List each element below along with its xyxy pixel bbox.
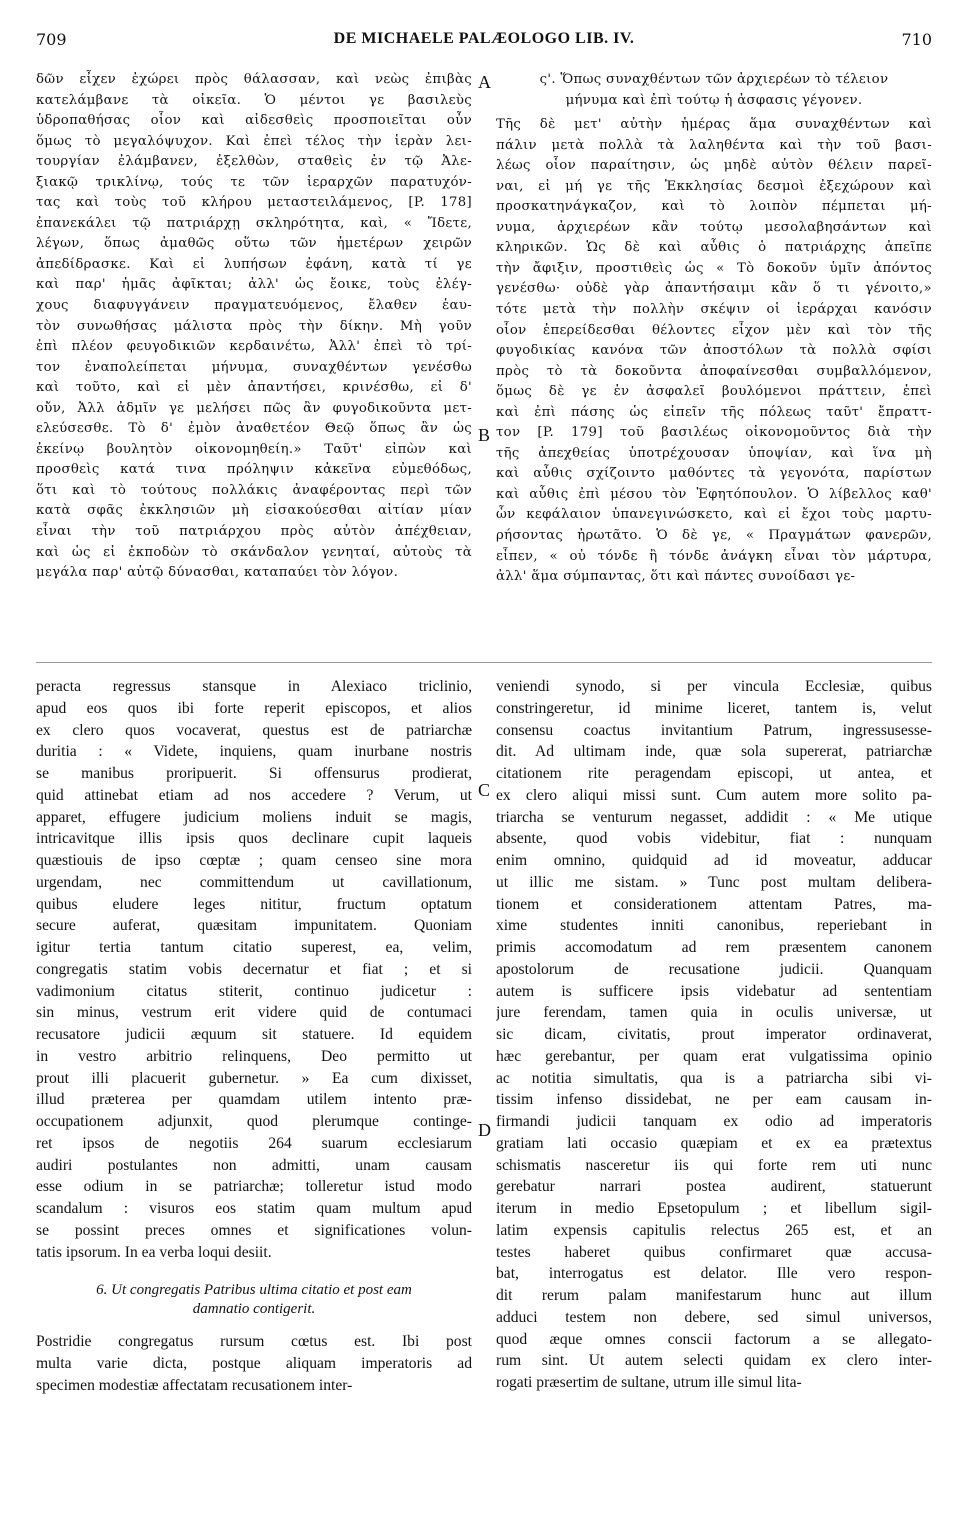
text-line: Postridie congregatus rursum cœtus est. Ibi post: [36, 1333, 472, 1351]
text-line: esse odium in se patriarchæ; tolleretur istud modo: [36, 1178, 472, 1196]
text-line: autem is sufficere ipsis videbatur ad sententiam: [496, 982, 932, 1000]
text-line: peracta regressus stansque in Alexiaco triclinio,: [36, 678, 472, 695]
text-line: secure auferat, quæsitam impunitatem. Quoniam: [36, 917, 472, 935]
text-line: jure ferendam, tamen quia in oculis universæ, ut: [496, 1004, 932, 1022]
text-line: sic dicam, civitatis, prout imperator ordinaverat,: [496, 1026, 932, 1043]
text-line: ἐπανεκάλει τῷ πατριάρχῃ σκληρότητα, καὶ, « Ἴδετε,: [36, 215, 472, 231]
text-line: ὧν κεφάλαιον ὑπανεγινώσκετο, καὶ εἰ ἔχοι τοὺς μαρτυ-: [496, 507, 932, 523]
latin-left-tail: [36, 1331, 472, 1396]
text-line: hæc gerebantur, per quam erat vulgatissima opinio: [496, 1047, 932, 1065]
text-line: tissim infenso dissidebat, ne per eam causam in-: [496, 1091, 932, 1109]
running-title: DE MICHAELE PALÆOLOGO LIB. IV.: [333, 30, 635, 47]
text-line: καὶ τοῦτο, καὶ εἰ μὲν ἀπαντήσει, κρινέσθω, εἰ δ': [36, 380, 472, 396]
text-line: ὑδροπαθήσας οἷον καὶ αἰδεσθεὶς προσποιεῖται οὖν: [36, 113, 472, 129]
margin-marker-a: A: [478, 72, 491, 92]
text-line: citationem rite peragendam episcopi, ut antea, et: [496, 765, 932, 782]
text-line: λέγων, ὅπως ἀμαθῶς οὕτω τῶν ἡμετέρων χειρῶν: [36, 236, 472, 252]
text-line: ἀπεδίδρασκε. Καὶ εἰ λυπήσων ἐφάνη, κατὰ τί γε: [36, 256, 472, 272]
text-line: quid attinebat etiam ad nos accedere ? Verum, ut: [36, 786, 472, 804]
text-line: ut illic me sistam. » Tunc post multam delibera-: [496, 873, 932, 891]
text-line: specimen modestiæ affectatam recusationem inter-: [36, 1376, 353, 1394]
text-line: ρήσοντας ἠρωτᾶτο. Ὁ δὲ γε, « Πραγμάτων φανερῶν,: [496, 528, 932, 544]
section-heading-line: μήνυμα καὶ ἐπὶ τούτῳ ἡ ἀσφασις γέγονεν.: [565, 92, 863, 108]
text-line: firmandi judicii tanquam ex odio ad imperatoris: [496, 1113, 932, 1130]
text-line: igitur tertia tantum citatio superest, ea, velim,: [36, 939, 472, 956]
text-line: ελεύσεσθε. Τὸ δ' ἐμὸν ἀναθετέον Θεῷ ὅπως ἂν ὡς: [36, 421, 472, 437]
text-line: ὅμως τὸ μεγαλόψυχον. Καὶ ἐπεὶ τέλος τὴν ἱερὰν λει-: [36, 133, 472, 149]
text-line: πρὸς τὸ τὰ δοκοῦντα ἀποφαίνεσθαι συμβαλλόμενον,: [496, 363, 932, 379]
text-line: absente, quod vobis videbitur, fiat : nunquam: [496, 830, 932, 848]
text-line: tatis ipsorum. In ea verba loqui desiit.: [36, 1243, 272, 1261]
text-line: καὶ παρ' ἡμᾶς ἀφῖκται; ἀλλ' ὡς ἔοικε, τοὺς ἐλέγ-: [36, 277, 472, 293]
margin-marker-d: D: [478, 1120, 491, 1140]
latin-section-title: [36, 1281, 472, 1319]
text-line: triarcha se venturum negasset, addidit : « Me utique: [496, 808, 932, 826]
text-line: gratiam lati occasio quæpiam et ex ea prætextus: [496, 1134, 932, 1152]
margin-marker-c: C: [478, 780, 491, 800]
text-line: urgendam, nec committendum ut cavillationum,: [36, 873, 472, 891]
text-line: dit. Ad ultimam inde, quæ sola supererat, patriarchæ: [496, 743, 932, 761]
text-line: quibus eludere leges nititur, fructum optatum: [36, 895, 472, 913]
text-line: rogati præsertim de sultane, utrum ille simul lita-: [496, 1374, 802, 1391]
text-line: νυμα, ἀρχιερέων κἂν τούτῳ μεσολαβησάντων καὶ: [496, 219, 932, 235]
text-line: apud eos quos ibi forte reperit episcopos, et alios: [36, 699, 472, 717]
text-line: ac notitia simultatis, qua is a patriarcha sibi vi-: [496, 1069, 932, 1087]
text-line: οἷον ἐπερείδεσθαι θέλοντες εἶχον μὲν καὶ τὸν τῆς: [496, 322, 932, 338]
text-line: ἐκείνῳ βουλητὸν οἰκονομηθείη.» Ταῦτ' εἰπὼν καὶ: [36, 441, 472, 457]
text-line: apostolorum de recusatione judicii. Quanquam: [496, 960, 932, 978]
column-divider-rule: [36, 662, 932, 663]
text-line: apparet, effugere judicium moliens induit se magis,: [36, 808, 472, 826]
text-line: illud præterea per quamdam utilem intento præ-: [36, 1091, 472, 1109]
text-line: τῆς ἀπεχθείας ὑποτρέχουσαν ὑποψίαν, καὶ ἵνα μὴ: [496, 445, 932, 461]
greek-section-title: [496, 70, 932, 111]
text-line: recusatore judicii æquum sit statuere. Id equidem: [36, 1026, 472, 1043]
text-line: καὶ ὡς εἰ ἐκποδὼν τὸ σκάνδαλον γενηταί, αὐτοὺς τὰ: [36, 544, 472, 560]
text-line: τότε μετὰ τὴν πολλὴν σκέψιν οἱ ἱεράρχαι κανόσιν: [496, 302, 932, 318]
text-line: bat, interrogatus est delator. Ille vero respon-: [496, 1265, 932, 1283]
page-number-right: 710: [901, 30, 932, 49]
text-line: εἶναι τὴν τοῦ πατριάρχου πρὸς αὐτὸν ἀπέχθειαν,: [36, 524, 472, 540]
text-line: καὶ αὖθις ἐπὶ μέσου τὸν Ἐφητόπουλον. Ὁ λίβελλος καθ': [496, 486, 932, 502]
text-line: prout illi placuerit gubernetur. » Ea cum dixisset,: [36, 1069, 472, 1087]
text-line: κατὰ σφᾶς ἐκκλησιῶν μὴ εἰσακούεσθαι αἰτίαν μίαν: [36, 503, 472, 519]
text-line: latim expensis capitulis relectus 265 est, et an: [496, 1221, 932, 1239]
text-line: Τῆς δὲ μετ' αὐτὴν ἡμέρας ἅμα συναχθέντων καὶ: [496, 117, 932, 133]
text-line: vadimonium citatus stiterit, continuo judicetur :: [36, 982, 472, 1000]
greek-column-left: [36, 70, 472, 584]
text-line: φυγοδικίας κανόνα τῶν ἀποστόλων τὰ πολλὰ σφίσι: [496, 343, 932, 359]
text-line: τας καὶ τοὺς τοῦ κλήρου μεταστειλάμενος, [P. 178]: [36, 195, 472, 211]
text-line: τὸν συνωθήσας μάλιστα πρὸς τὴν δίκην. Μὴ γοῦν: [36, 318, 472, 334]
text-line: adduci testem non debere, sed simul universos,: [496, 1308, 932, 1326]
text-line: δῶν εἶχεν ἐχώρει πρὸς θάλασσαν, καὶ νεὼς ἐπιβὰς: [36, 72, 472, 87]
latin-left-text: [36, 676, 472, 1263]
text-line: quod æque omnes conscii factorum a se allegato-: [496, 1330, 932, 1348]
text-line: consensu coactus invitantium Patrum, ingressusesse-: [496, 721, 932, 739]
text-line: οὔν, Ἀλλ ἀδμῖν γε μελήσει πῶς ἂν φυγοδικοῦντα μετ-: [36, 400, 472, 416]
text-line: primis accomodatum ad rem præsentem canonem: [496, 939, 932, 956]
text-line: testes haberet quibus confirmaret quæ accusa-: [496, 1243, 932, 1261]
greek-right-text: [496, 115, 932, 588]
text-line: tionem et considerationem attentam Patres, ma-: [496, 895, 932, 913]
text-line: xime studentes inniti canonibus, reperiebant in: [496, 917, 932, 935]
text-line: constringeretur, id minime liceret, tantem is, velut: [496, 699, 932, 717]
text-line: quæstiouis de ipso cœptæ ; quam censeo sine mora: [36, 852, 472, 869]
text-line: λέως οἷον παραίτησιν, ὡς μηδὲ αὐτὸν θέλειν παρεῖ-: [496, 158, 932, 174]
text-line: τον ἐναπολείπεται μήνυμα, συναχθέντων γενέσθω: [36, 359, 472, 375]
page-header: [36, 30, 932, 52]
text-line: τουργίαν ἐλάμβανεν, ἐξελθὼν, σταθεὶς ἐν τῷ Ἀλε-: [36, 154, 472, 170]
text-line: scandalum : visuros eos statim quam multum apud: [36, 1200, 472, 1217]
text-line: ὅτι καὶ τὸ τούτους πολλάκις ἀναφέροντας περὶ τῶν: [36, 482, 472, 498]
page-number-left: 709: [36, 30, 67, 49]
text-line: multa varie dicta, postque aliquam imperatoris ad: [36, 1355, 472, 1372]
text-line: ex clero aliqui missi sunt. Cum autem more solito pa-: [496, 786, 932, 804]
text-line: sin minus, vestrum erit videre quid de contumaci: [36, 1004, 472, 1022]
text-line: προσκατηνάγκαζον, καὶ τὸ λοιπὸν πέμπεται μή-: [496, 199, 932, 215]
text-line: in vestro arbitrio relinquens, Deo permitto ut: [36, 1047, 472, 1065]
text-line: γενέσθω· οὐδὲ γὰρ ἀπαντήσαιμι κἂν ὅ τι γένοιτο,»: [496, 281, 932, 297]
text-line: τὴν ἄφιξιν, προστιθεὶς ὡς « Τὸ δοκοῦν ὑμῖν ἀπόντος: [496, 260, 932, 276]
section-heading-line: 6. Ut congregatis Patribus ultima citatio et post eam: [96, 1282, 412, 1299]
section-heading-line: ς'. Ὅπως συναχθέντων τῶν ἀρχιερέων τὸ τέλειον: [539, 72, 889, 87]
text-line: dit rerum palam manifestarum hunc aut illum: [496, 1287, 932, 1304]
text-line: ναι, εἰ μή γε τῆς Ἐκκλησίας δεσμοὶ ἐξεχώρουν καὶ: [496, 178, 932, 194]
latin-column-left: [36, 676, 472, 1397]
text-line: enim omnino, quidquid ad id moveatur, adducar: [496, 852, 932, 869]
text-line: congregatis statim vobis decernatur et fiat ; et si: [36, 960, 472, 978]
text-line: veniendi synodo, si per vincula Ecclesiæ, quibus: [496, 678, 932, 695]
text-line: ξιακῷ τρικλίνῳ, τούς τε τῶν ἱεραρχῶν παρατυχόν-: [36, 174, 472, 190]
text-line: ὅμως δὲ γε ἐν ἀσφαλεῖ βουλόμενοι πράττειν, ἐπεὶ: [496, 384, 932, 400]
text-line: ἀλλ' ἅμα σύμπαντας, ὅτι καὶ πάντες συνοίδασι γε-: [496, 569, 856, 585]
text-line: καὶ αὖθις σχίζοιντο μαθόντες τὰ γεγονότα, παρίστων: [496, 466, 932, 482]
text-line: audiri postulantes non admitti, unam causam: [36, 1156, 472, 1174]
text-line: intricavitque illis ipsis quos declinare cupit laqueis: [36, 830, 472, 848]
latin-column-right: [496, 676, 932, 1394]
text-line: προσθεὶς κατά τινα πρόληψιν κἀκεῖνα εὐμεθόδως,: [36, 462, 472, 478]
section-heading-line: damnatio contigerit.: [192, 1301, 316, 1318]
text-line: μεγάλα παρ' αὐτῷ δύνασθαι, καταπαύει τὸν λόγον.: [36, 565, 399, 581]
text-line: ἐπὶ πλέον φευγοδικιῶν κερδαινέτω, Ἀλλ' ἐπεὶ τὸ τρί-: [36, 339, 472, 355]
text-line: κληρικῶν. Ὡς δὲ καὶ αὖθις ὁ πατριάρχης ἀπεῖπε: [496, 240, 932, 256]
text-line: ret ipsos de negotiis 264 suarum ecclesiarum: [36, 1134, 472, 1152]
text-line: χους διαφυγγάνειν πραγματευόμενος, ἔλαθεν ἑαυ-: [36, 298, 472, 314]
text-line: εἶπεν, « οὐ τόνδε ἢ τόνδε ἀνάγκη εἶναι τὸν μάρτυρα,: [496, 548, 932, 564]
text-line: se manibus proripuerit. Si offensurus prodierat,: [36, 765, 472, 782]
text-line: se possint preces omnes et significationes volun-: [36, 1221, 472, 1239]
greek-column-right: [496, 70, 932, 588]
text-line: πάλιν μετὰ πολλὰ τὰ λαληθέντα καὶ τὴν τοῦ βασι-: [496, 137, 932, 153]
text-line: καὶ ἐπὶ πάσης ὡς εἰπεῖν τῆς πόλεως ταῦτ' ἔπραττ-: [496, 404, 932, 420]
text-line: rum sint. Ut autem selecti quidam ex clero inter-: [496, 1352, 932, 1370]
text-line: occupationem adjunxit, quod plerumque continge-: [36, 1113, 472, 1130]
text-line: τον [P. 179] τοῦ βασιλέως οἰκονομοῦντος διὰ τὴν: [496, 425, 932, 441]
text-line: schismatis nasceretur iis qui forte rem uti nunc: [496, 1156, 932, 1174]
text-line: duritia : « Videte, inquiens, quam inurbane nostris: [36, 743, 472, 761]
text-line: ex clero quos vocaverat, questus est de patriarchæ: [36, 721, 472, 739]
margin-marker-b: B: [478, 425, 491, 445]
text-line: κατελάμβανε τὰ οἰκεῖα. Ὁ μέντοι γε βασιλεὺς: [36, 92, 472, 108]
text-line: gerebatur narrari postea audirent, statuerunt: [496, 1178, 932, 1196]
text-line: iterum in medio Epsetopulum ; et libellum sigil-: [496, 1200, 932, 1217]
